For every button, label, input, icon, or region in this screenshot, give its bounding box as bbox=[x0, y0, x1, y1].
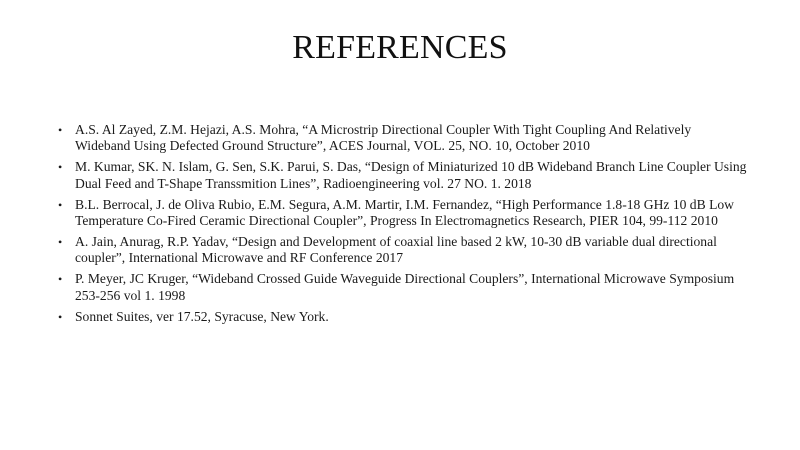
bullet-icon: • bbox=[58, 309, 63, 324]
reference-item bbox=[58, 309, 748, 325]
reference-text: Sonnet Suites, ver 17.52, Syracuse, New York. bbox=[75, 308, 329, 324]
bullet-icon: • bbox=[58, 234, 63, 249]
bullet-icon: • bbox=[58, 123, 63, 137]
reference-item bbox=[58, 159, 748, 192]
bullet-icon: • bbox=[58, 160, 63, 175]
reference-item bbox=[58, 197, 748, 230]
references-list bbox=[58, 122, 748, 329]
slide-title: REFERENCES bbox=[292, 29, 508, 66]
reference-text: A. Jain, Anurag, R.P. Yadav, “Design and Development of coaxial line based 2 kW, 10-30 dB variable dual directional coupler”, International Microwave and RF Conference 2017 bbox=[75, 233, 717, 266]
bullet-icon: • bbox=[58, 272, 63, 287]
reference-item bbox=[58, 122, 748, 155]
reference-text: B.L. Berrocal, J. de Oliva Rubio, E.M. Segura, A.M. Martir, I.M. Fernandez, “High Performance 1.8-18 GHz 10 dB Low Temperature Co-Fired Ceramic Directional Coupler”, Progress In Electromagnetics Research, PIER 104, 99-112 2010 bbox=[75, 196, 734, 229]
reference-text: P. Meyer, JC Kruger, “Wideband Crossed Guide Waveguide Directional Couplers”, International Microwave Symposium 253-256 vol 1. 1998 bbox=[75, 271, 735, 303]
reference-text: A.S. Al Zayed, Z.M. Hejazi, A.S. Mohra, “A Microstrip Directional Coupler With Tight Coupling And Relatively Wideband Using Defected Ground Structure”, ACES Journal, VOL. 25, NO. 10, October 2010 bbox=[75, 122, 692, 154]
reference-item bbox=[58, 271, 748, 304]
reference-item bbox=[58, 234, 748, 267]
bullet-icon: • bbox=[58, 197, 63, 212]
reference-text: M. Kumar, SK. N. Islam, G. Sen, S.K. Parui, S. Das, “Design of Miniaturized 10 dB Wideband Branch Line Coupler Using Dual Feed and T-Shape Transsmition Lines”, Radioengineering vol. 27 NO. 1. 2018 bbox=[75, 159, 747, 191]
